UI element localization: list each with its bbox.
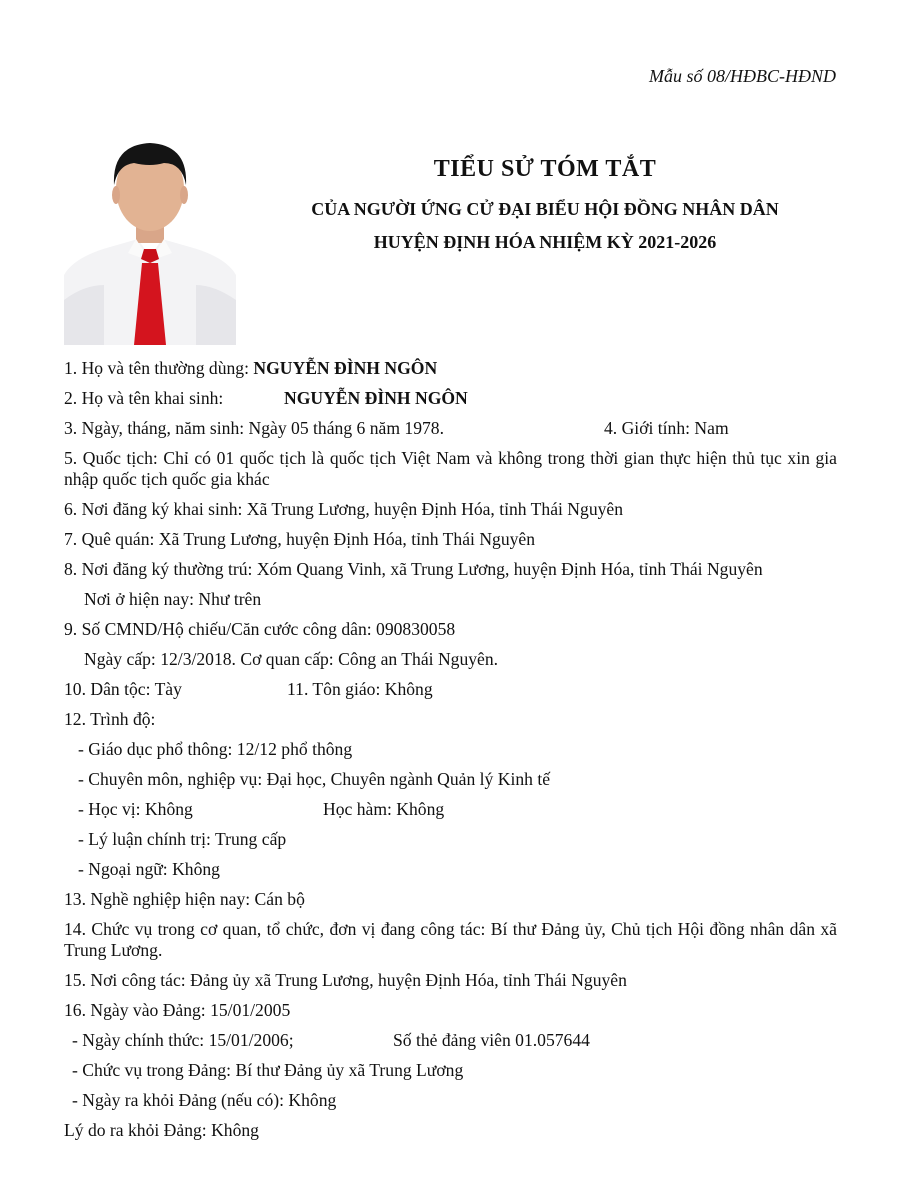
field-id-issue: Ngày cấp: 12/3/2018. Cơ quan cấp: Công an Thái Nguyên. [84, 649, 499, 669]
document-subtitle-2: HUYỆN ĐỊNH HÓA NHIỆM KỲ 2021-2026 [373, 232, 717, 252]
field-birth-registration: 6. Nơi đăng ký khai sinh: Xã Trung Lương, huyện Định Hóa, tỉnh Thái Nguyên [64, 499, 624, 519]
field-party-position: - Chức vụ trong Đảng: Bí thư Đảng ủy xã Trung Lương [72, 1060, 464, 1080]
document-subtitle-1: CỦA NGƯỜI ỨNG CỬ ĐẠI BIỂU HỘI ĐỒNG NHÂN DÂN [311, 199, 779, 219]
biography-fields [64, 358, 837, 1141]
form-number: Mẫu số 08/HĐBC-HĐND [649, 66, 836, 86]
field-birth-name [64, 388, 837, 409]
document-title: TIỂU SỬ TÓM TẮT [433, 156, 657, 182]
field-party-leave-date: - Ngày ra khỏi Đảng (nếu có): Không [72, 1090, 337, 1110]
field-qualifications: 12. Trình độ: [64, 709, 156, 729]
field-workplace: 15. Nơi công tác: Đảng ủy xã Trung Lương, huyện Định Hóa, tỉnh Thái Nguyên [64, 970, 627, 990]
field-general-education: - Giáo dục phổ thông: 12/12 phổ thông [78, 739, 353, 759]
field-professional: - Chuyên môn, nghiệp vụ: Đại học, Chuyên ngành Quản lý Kinh tế [78, 769, 551, 789]
field-party-official [64, 1030, 837, 1051]
field-current-residence: Nơi ở hiện nay: Như trên [84, 589, 262, 609]
field-common-name-label: 1. Họ và tên thường dùng: [64, 358, 254, 378]
field-gender: 4. Giới tính: Nam [604, 418, 729, 438]
field-party-join-date: 16. Ngày vào Đảng: 15/01/2005 [64, 1000, 291, 1020]
field-ethnicity-religion [64, 679, 837, 700]
document-header [260, 156, 830, 253]
field-hometown: 7. Quê quán: Xã Trung Lương, huyện Định Hóa, tỉnh Thái Nguyên [64, 529, 536, 549]
field-id-number: 9. Số CMND/Hộ chiếu/Căn cước công dân: 090830058 [64, 619, 456, 639]
field-party-official-date: - Ngày chính thức: 15/01/2006; [72, 1030, 294, 1050]
field-permanent-residence: 8. Nơi đăng ký thường trú: Xóm Quang Vinh, xã Trung Lương, huyện Định Hóa, tỉnh Thái Nguyên [64, 559, 763, 579]
portrait-photo [64, 135, 236, 345]
field-degree: - Học vị: Không [78, 799, 193, 819]
field-birth-name-value: NGUYỄN ĐÌNH NGÔN [284, 388, 468, 408]
field-degree-title [64, 799, 837, 820]
field-ethnicity: 10. Dân tộc: Tày [64, 679, 182, 699]
field-occupation: 13. Nghề nghiệp hiện nay: Cán bộ [64, 889, 305, 909]
field-birth-name-label: 2. Họ và tên khai sinh: [64, 388, 224, 408]
field-birth-date-gender [64, 418, 837, 439]
field-academic-title: Học hàm: Không [323, 799, 445, 819]
field-birth-date: 3. Ngày, tháng, năm sinh: Ngày 05 tháng 6 năm 1978. [64, 418, 445, 438]
field-party-leave-reason: Lý do ra khỏi Đảng: Không [64, 1120, 259, 1140]
field-party-card: Số thẻ đảng viên 01.057644 [393, 1030, 590, 1050]
field-political-theory: - Lý luận chính trị: Trung cấp [78, 829, 287, 849]
field-nationality: 5. Quốc tịch: Chỉ có 01 quốc tịch là quốc tịch Việt Nam và không trong thời gian thực hiện thủ tục xin gia nhập quốc tịch quốc gia khác [64, 448, 837, 489]
field-common-name-value: NGUYỄN ĐÌNH NGÔN [253, 358, 438, 378]
field-common-name [64, 358, 837, 379]
field-religion: 11. Tôn giáo: Không [287, 679, 433, 699]
field-position: 14. Chức vụ trong cơ quan, tổ chức, đơn vị đang công tác: Bí thư Đảng ủy, Chủ tịch Hội đồng nhân dân xã Trung Lương. [64, 919, 837, 960]
field-foreign-language: - Ngoại ngữ: Không [78, 859, 220, 879]
